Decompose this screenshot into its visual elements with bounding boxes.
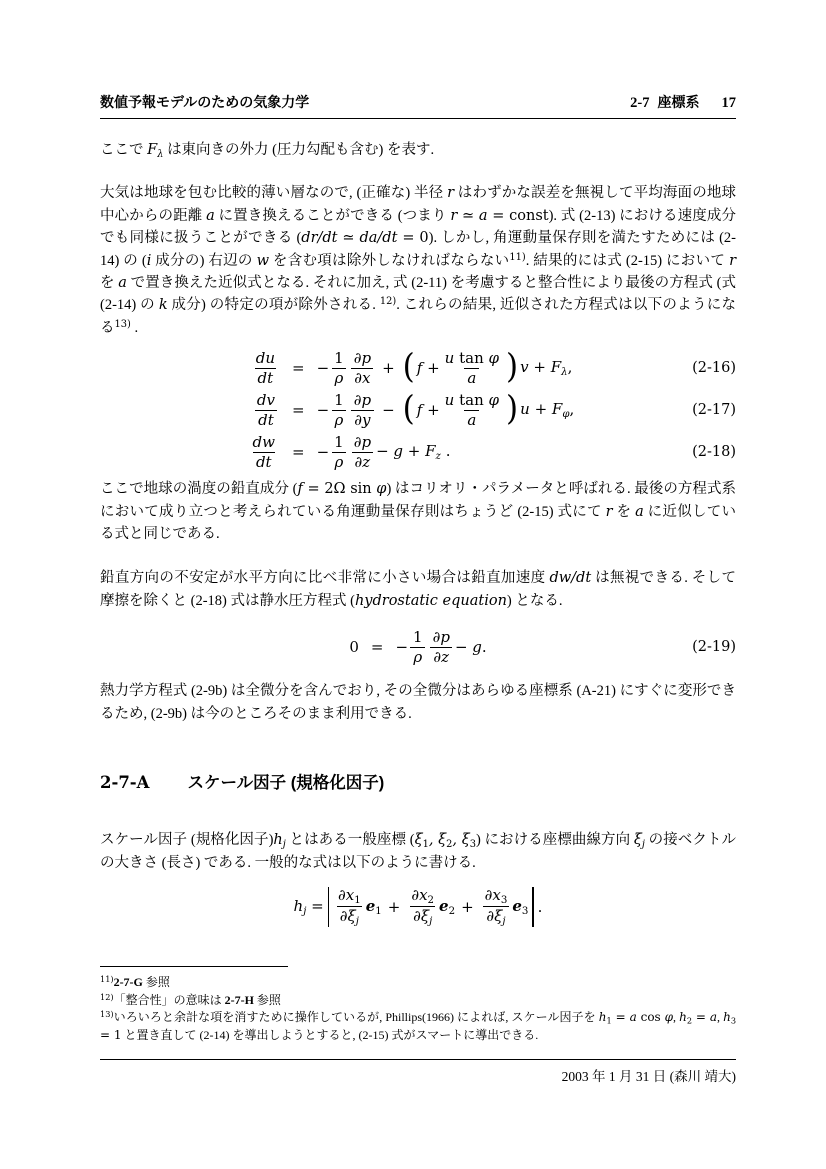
big-right-paren: )	[506, 347, 519, 387]
fraction-dp-dy: $\frac{\partial p}{\partial y}$	[351, 391, 374, 430]
fraction-dp-dz: $\frac{\partial p}{\partial z}$	[351, 433, 374, 472]
equation-2-19	[100, 626, 736, 668]
section-number: 2-7	[630, 95, 650, 111]
fraction-dp-dz: $\frac{\partial p}{\partial z}$	[430, 628, 453, 667]
footnote-13: $^{13)}$いろいろと余計な項を消すために操作しているが, Phillips(1966) によれば, スケール因子を $h_1 = a$ cos φ, $h_2 = a$, $h_3 = 1$ と置き直して (2-14) を導出しようとすると, (2-15) 式がスマートに導出できる.	[100, 1008, 737, 1042]
eq17-lhs	[100, 391, 280, 430]
period: .	[537, 897, 543, 916]
coriolis-term: f +	[416, 401, 440, 420]
fraction-utan-a: $\frac{\text{u tan φ}}{a}$	[444, 349, 500, 387]
footnote-12: $^{12)}$「整合性」の意味は 2-7-H 参照	[100, 991, 281, 1007]
fraction-1-rho: $\frac{1}{\rho}$	[331, 349, 347, 388]
eq16-rhs	[317, 349, 573, 388]
fraction-dx3-dxi: $\frac{\partial x_3}{\partial\xi_j}$	[484, 886, 508, 928]
fraction-1-rho: $\frac{1}{\rho}$	[331, 433, 347, 472]
equation-2-16	[100, 347, 736, 389]
eq18-rhs	[317, 433, 451, 472]
equation-scale-factor	[100, 886, 736, 928]
footer-rule	[100, 1059, 736, 1060]
section-heading-number: 2-7-A	[100, 773, 150, 793]
equals-sign: =	[370, 638, 384, 657]
section-name: 座標系	[657, 94, 700, 110]
eq17-rhs	[317, 391, 575, 430]
footnote-11: $^{11)}$2-7-G 参照	[100, 973, 170, 989]
fraction-dv-dt: $\frac{dv}{dt}$	[256, 391, 275, 429]
eq16-lhs	[100, 349, 280, 388]
paragraph-external-force: ここで $F_\lambda$ は東向きの外力 (圧力勾配も含む) を表す.	[100, 142, 435, 160]
fraction-dx2-dxi: $\frac{\partial x_2}{\partial\xi_j}$	[411, 886, 435, 928]
paragraph-scale-factor: スケール因子 (規格化因子)$h_j$ とはある一般座標 ($\xi_1$, $\xi_2$, $\xi_3$) における座標曲線方向 $\xi_j$ の接ベクトルの大きさ (長さ) である. 一般的な式は以下のように書ける.	[100, 832, 736, 871]
equals-sign: =	[292, 401, 305, 420]
minus-sign: −	[316, 443, 330, 462]
footnote-rule	[100, 966, 288, 967]
basis-vector-e3: $e_3$	[512, 896, 529, 917]
page-header	[100, 92, 736, 119]
plus-sign: +	[461, 897, 474, 916]
basis-vector-e2: $e_2$	[439, 896, 456, 917]
eq18-tail: − $g + F_z$ .	[376, 442, 451, 463]
page-number: 17	[721, 95, 736, 111]
equation-group-momentum	[100, 347, 736, 473]
eq16-tail: $v + F_\lambda$,	[520, 358, 573, 379]
eq19-lhs: 0	[349, 638, 359, 657]
equation-tag-2-19: (2-19)	[692, 639, 736, 656]
fraction-dp-dx: $\frac{\partial p}{\partial x}$	[351, 349, 374, 388]
paragraph-thermodynamic: 熱力学方程式 (2-9b) は全微分を含んでおり, その全微分はあらゆる座標系 (A-21) にすぐに変形できるため, (2-9b) は今のところそのまま利用できる.	[100, 683, 736, 722]
page-footer	[100, 1059, 736, 1085]
plus-sign: +	[387, 897, 401, 916]
paragraph-coriolis: ここで地球の渦度の鉛直成分 (f = 2Ω sin φ) はコリオリ・パラメータと呼ばれる. 最後の方程式系において成り立つと考えられている角運動量保存則はちょうど (2-15) 式にて r を a に近似している式と同じである.	[100, 481, 736, 543]
minus-sign: −	[316, 401, 330, 420]
fraction-1-rho: $\frac{1}{\rho}$	[331, 391, 347, 430]
section-heading	[100, 769, 736, 793]
plus-sign: +	[382, 359, 395, 378]
eq19-tail: − g.	[454, 638, 487, 657]
section-heading-title: スケール因子 (規格化因子)	[187, 774, 385, 793]
fraction-dx1-dxi: $\frac{\partial x_1}{\partial\xi_j}$	[338, 886, 361, 928]
eq17-tail: $u + F_\varphi$,	[520, 400, 575, 421]
equation-tag-2-16: (2-16)	[692, 360, 736, 377]
basis-vector-e1: $e_1$	[365, 896, 382, 917]
minus-sign: −	[316, 359, 330, 378]
equals-sign: =	[292, 359, 305, 378]
paragraph-hydrostatic: 鉛直方向の不安定が水平方向に比べ非常に小さい場合は鉛直加速度 dw/dt は無視できる. そして摩擦を除くと (2-18) 式は静水圧方程式 (hydrostatic equation) となる.	[100, 570, 737, 609]
abs-bar-right	[532, 887, 533, 927]
fraction-du-dt: $\frac{du}{dt}$	[255, 349, 275, 387]
eqh-lhs: $h_j$ =	[293, 896, 324, 917]
abs-bar-left	[328, 887, 329, 927]
equation-tag-2-17: (2-17)	[692, 402, 736, 419]
equation-tag-2-18: (2-18)	[692, 444, 736, 461]
paragraph-approximation: 大気は地球を包む比較的薄い層なので, (正確な) 半径 r はわずかな誤差を無視して平均海面の地球中心からの距離 a に置き換えることができる (つまり r ≃ a = const). 式 (2-13) における速度成分でも同様に扱うことができる (dr/dt ≃ da/dt = 0). しかし, 角運動量保存則を満たすためには (2-14) の (i 成分の) 右辺の w を含む項は除外しなければならない$^{11)}$. 結果的には式 (2-15) において r を a で置き換えた近似式となる. それに加え, 式 (2-11) を考慮すると整合性により最後の方程式 (式 (2-14) の k 成分) の特定の項が除外される. $^{12)}$. これらの結果, 近似された方程式は以下のようになる$^{13)}$ .	[100, 185, 737, 336]
document-title: 数値予報モデルのための気象力学	[100, 94, 310, 110]
eq18-lhs	[100, 433, 280, 472]
big-right-paren: )	[506, 389, 519, 429]
minus-sign: −	[395, 638, 409, 657]
fraction-1-rho: $\frac{1}{\rho}$	[410, 628, 426, 667]
equation-2-18	[100, 431, 736, 473]
big-left-paren: (	[402, 389, 415, 429]
equation-2-17	[100, 389, 736, 431]
fraction-utan-a: $\frac{\text{u tan φ}}{a}$	[444, 391, 500, 429]
coriolis-term: f +	[416, 359, 440, 378]
main-text-column	[100, 139, 736, 928]
equals-sign: =	[292, 443, 305, 462]
footnotes-block	[100, 966, 736, 1044]
minus-sign: −	[382, 401, 395, 420]
big-left-paren: (	[402, 347, 415, 387]
eq19-rhs	[395, 628, 486, 667]
footer-date: 2003 年 1 月 31 日 (森川 靖大)	[561, 1069, 736, 1084]
header-right	[630, 92, 736, 112]
fraction-dw-dt: $\frac{dw}{dt}$	[252, 433, 275, 471]
